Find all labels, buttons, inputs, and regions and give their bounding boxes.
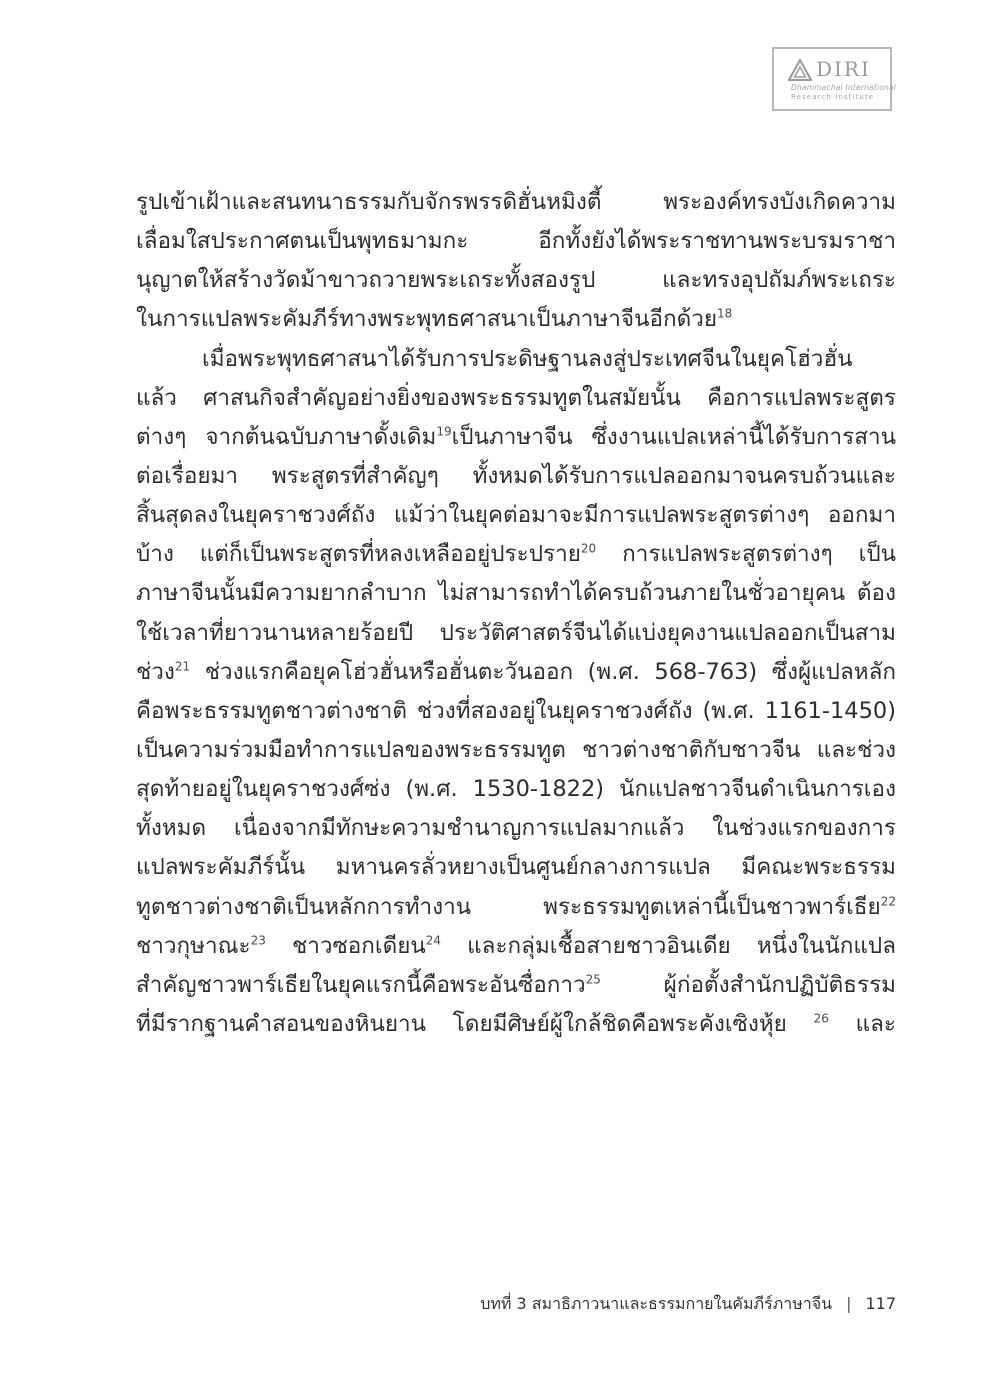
- text-line: ภาษาจีนนั้นมีความยากลำบาก ไม่สามารถทำได้ครบถ้วนภายในชั่วอายุคน ต้อง: [136, 580, 896, 607]
- text-fragment: และ: [828, 1010, 897, 1037]
- text-fragment: และกลุ่มเชื้อสายชาวอินเดีย หนึ่งในนักแปล: [441, 932, 896, 959]
- text-fragment: ผู้ก่อตั้งสำนักปฏิบัติธรรม: [600, 971, 896, 998]
- text-fragment: เป็นภาษาจีน ซึ่งงานแปลเหล่านี้ได้รับการสาน: [451, 423, 896, 450]
- text-line: นุญาตให้สร้างวัดม้าขาวถวายพระเถระทั้งสองรูป และทรงอุปถัมภ์พระเถระ: [136, 267, 896, 294]
- footnote-ref-21: 21: [174, 659, 191, 674]
- text-line: ต่อเรื่อยมา พระสูตรที่สำคัญๆ ทั้งหมดได้รับการแปลออกมาจนครบถ้วนและ: [136, 462, 896, 489]
- text-line: แล้ว ศาสนกิจสำคัญอย่างยิ่งของพระธรรมทูตในสมัยนั้น คือการแปลพระสูตร: [136, 384, 896, 411]
- text-line: [136, 966, 896, 1005]
- triangle-emblem-icon: [788, 59, 812, 81]
- footer-separator: |: [846, 1294, 852, 1313]
- text-line: [136, 300, 896, 339]
- text-fragment: สำคัญชาวพาร์เธียในยุคแรกนี้คือพระอันซื่อกาว: [136, 971, 586, 998]
- text-line: เมื่อพระพุทธศาสนาได้รับการประดิษฐานลงสู่ประเทศจีนในยุคโฮ่วฮั่น: [202, 345, 853, 372]
- page-footer: [300, 1293, 896, 1315]
- text-line: สุดท้ายอยู่ในยุคราชวงศ์ซ่ง (พ.ศ. 1530-1822) นักแปลชาวจีนดำเนินการเอง: [136, 776, 896, 803]
- footnote-ref-19: 19: [436, 424, 452, 439]
- text-line: [136, 418, 896, 457]
- text-line: คือพระธรรมทูตชาวต่างชาติ ช่วงที่สองอยู่ในยุคราชวงศ์ถัง (พ.ศ. 1161-1450): [136, 697, 896, 724]
- text-fragment: ช่วงแรกคือยุคโฮ่วฮั่นหรือฮั่นตะวันออก (พ.ศ. 568-763) ซึ่งผู้แปลหลัก: [190, 658, 896, 685]
- text-line: [136, 927, 896, 966]
- footnote-ref-23: 23: [250, 933, 266, 948]
- text-fragment: ช่วง: [136, 658, 175, 685]
- text-fragment: ชาวกุษาณะ: [136, 932, 251, 959]
- text-line: [136, 535, 896, 574]
- text-line: เป็นความร่วมมือทำการแปลของพระธรรมทูต ชาวต่างชาติกับชาวจีน และช่วง: [136, 736, 896, 763]
- logo-subtitle-line1: Dhammachai International: [791, 83, 897, 92]
- chapter-title: บทที่ 3 สมาธิภาวนาและธรรมกายในคัมภีร์ภาษาจีน: [480, 1294, 833, 1313]
- text-fragment: ต่างๆ จากต้นฉบับภาษาดั้งเดิม: [136, 423, 437, 450]
- text-line: แปลพระคัมภีร์นั้น มหานครลั่วหยางเป็นศูนย์กลางการแปล มีคณะพระธรรม: [136, 854, 896, 881]
- diri-logo: [772, 47, 897, 111]
- page-number: 117: [865, 1294, 896, 1313]
- text-fragment: ในการแปลพระคัมภีร์ทางพระพุทธศาสนาเป็นภาษาจีนอีกด้วย: [136, 306, 718, 333]
- footnote-ref-22: 22: [880, 894, 896, 909]
- footnote-ref-26: 26: [813, 1011, 829, 1026]
- text-fragment: บ้าง แต่ก็เป็นพระสูตรที่หลงเหลืออยู่ประปราย: [136, 541, 581, 568]
- footnote-ref-25: 25: [585, 972, 601, 987]
- text-line: [136, 1005, 896, 1044]
- text-line: เลื่อมใสประกาศตนเป็นพุทธมามกะ อีกทั้งยังได้พระราชทานพระบรมราชา: [136, 228, 896, 255]
- footnote-ref-24: 24: [425, 933, 442, 948]
- text-fragment: การแปลพระสูตรต่างๆ เป็น: [596, 541, 897, 568]
- text-fragment: ทูตชาวต่างชาติเป็นหลักการทำงาน พระธรรมทูตเหล่านี้เป็นชาวพาร์เธีย: [136, 893, 881, 920]
- text-line: รูปเข้าเฝ้าและสนทนาธรรมกับจักรพรรดิฮั่นหมิงตี้ พระองค์ทรงบังเกิดความ: [136, 189, 896, 215]
- body-text: [136, 183, 896, 1044]
- logo-subtitle-line2: Research Institute: [791, 93, 875, 101]
- text-fragment: ที่มีรากฐานคำสอนของหินยาน โดยมีศิษย์ผู้ใกล้ชิดคือพระคังเซิงหุ้ย: [136, 1010, 814, 1037]
- footnote-ref-20: 20: [580, 541, 597, 556]
- text-line: [136, 888, 896, 927]
- text-line: สิ้นสุดลงในยุคราชวงศ์ถัง แม้ว่าในยุคต่อมาจะมีการแปลพระสูตรต่างๆ ออกมา: [136, 502, 896, 529]
- text-line: [136, 653, 896, 692]
- text-fragment: ชาวซอกเดียน: [265, 932, 426, 959]
- footnote-ref-18: 18: [717, 306, 733, 321]
- logo-title: DIRI: [816, 57, 871, 81]
- text-line: ใช้เวลาที่ยาวนานหลายร้อยปี ประวัติศาสตร์จีนได้แบ่งยุคงานแปลออกเป็นสาม: [136, 619, 896, 646]
- text-line: ทั้งหมด เนื่องจากมีทักษะความชำนาญการแปลมากแล้ว ในช่วงแรกของการ: [136, 815, 896, 842]
